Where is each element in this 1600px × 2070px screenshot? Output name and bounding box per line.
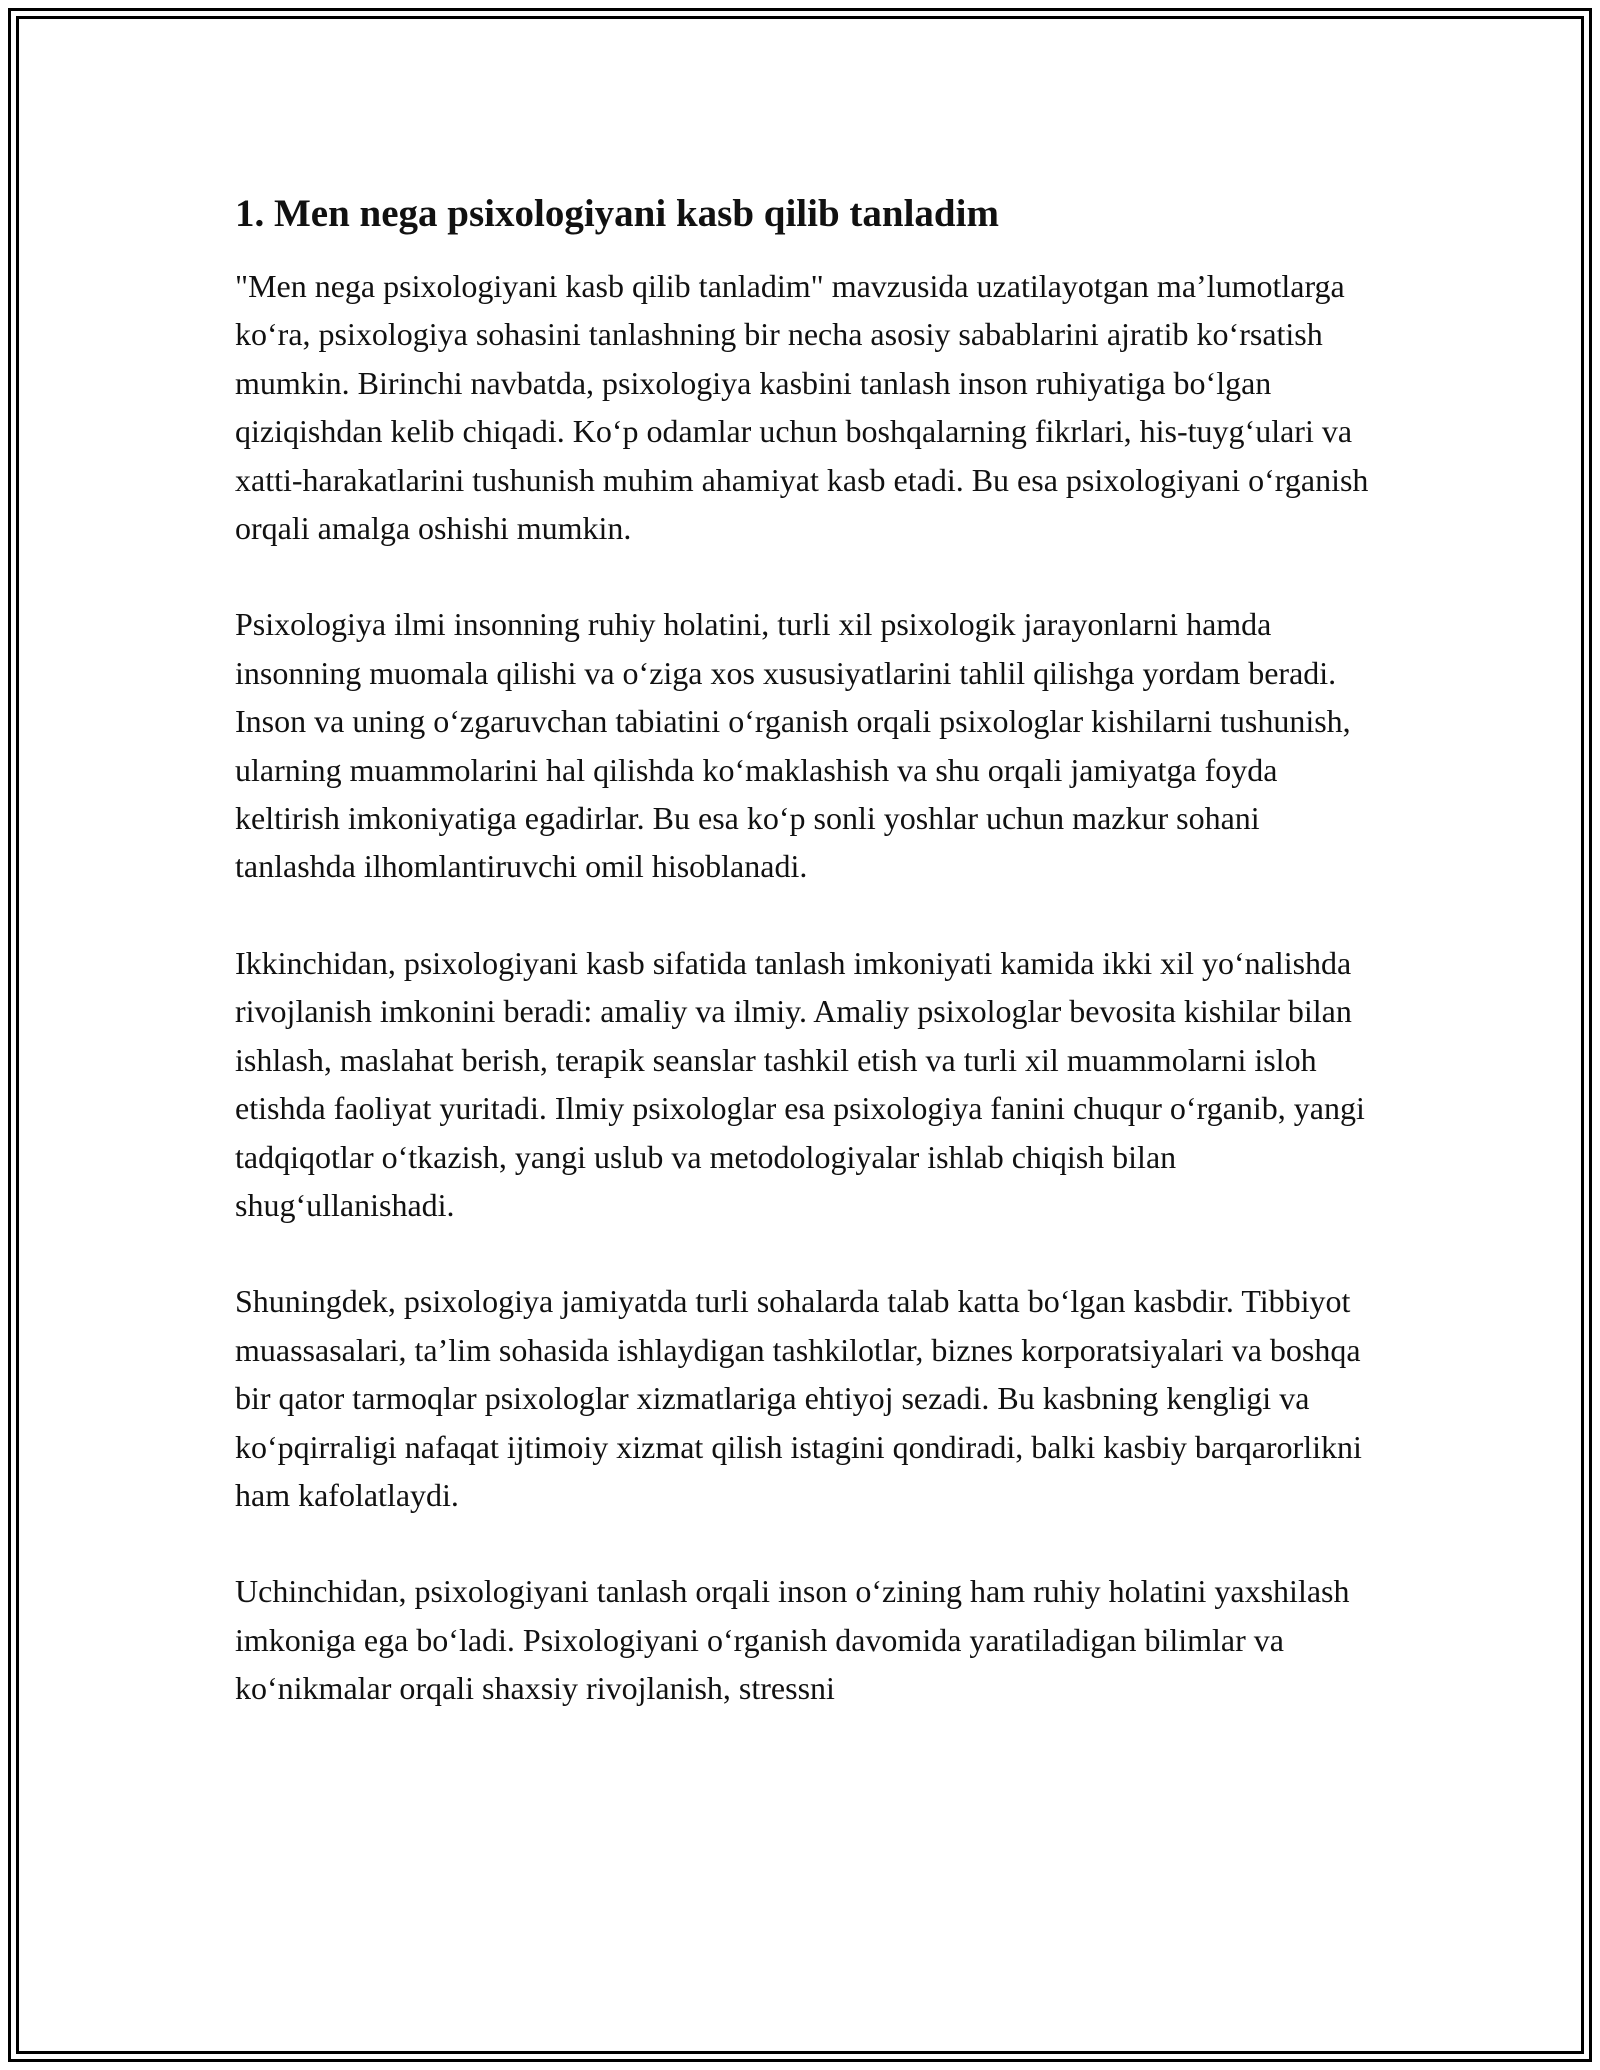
document-body [235,188,1375,1761]
document-title: 1. Men nega psixologiyani kasb qilib tanladim [235,192,999,235]
paragraph: Psixologiya ilmi insonning ruhiy holatini, turli xil psixologik jarayonlarni hamda insonning muomala qilishi va o‘ziga xos xususiyatlarini tahlil qilishga yordam beradi. Inson va uning o‘zgaruvchan tabiatini o‘rganish orqali psixologlar kishilarni tushunish, ularning muammolarini hal qilishda ko‘maklashish va shu orqali jamiyatga foyda keltirish imkoniyatiga egadirlar. Bu esa ko‘p sonli yoshlar uchun mazkur sohani tanlashda ilhomlantiruvchi omil hisoblanadi. [235,606,1351,885]
paragraph: "Men nega psixologiyani kasb qilib tanladim" mavzusida uzatilayotgan ma’lumotlarga ko‘ra, psixologiya sohasini tanlashning bir necha asosiy sabablarini ajratib ko‘rsatish mumkin. Birinchi navbatda, psixologiya kasbini tanlash inson ruhiyatiga bo‘lgan qiziqishdan kelib chiqadi. Ko‘p odamlar uchun boshqalarning fikrlari, his-tuyg‘ulari va xatti-harakatlarini tushunish muhim ahamiyat kasb etadi. Bu esa psixologiyani o‘rganish orqali amalga oshishi mumkin. [235,268,1369,547]
paragraph: Shuningdek, psixologiya jamiyatda turli sohalarda talab katta bo‘lgan kasbdir. Tibbiyot muassasalari, ta’lim sohasida ishlaydigan tashkilotlar, biznes korporatsiyalari va boshqa bir qator tarmoqlar psixologlar xizmatlariga ehtiyoj sezadi. Bu kasbning kengligi va ko‘pqirraligi nafaqat ijtimoiy xizmat qilish istagini qondiradi, balki kasbiy barqarorlikni ham kafolatlaydi. [235,1283,1362,1513]
paragraph: Ikkinchidan, psixologiyani kasb sifatida tanlash imkoniyati kamida ikki xil yo‘nalishda rivojlanish imkonini beradi: amaliy va ilmiy. Amaliy psixologlar bevosita kishilar bilan ishlash, maslahat berish, terapik seanslar tashkil etish va turli xil muammolarni isloh etishda faoliyat yuritadi. Ilmiy psixologlar esa psixologiya fanini chuqur o‘rganib, yangi tadqiqotlar o‘tkazish, yangi uslub va metodologiyalar ishlab chiqish bilan shug‘ullanishadi. [235,944,1365,1223]
paragraph: Uchinchidan, psixologiyani tanlash orqali inson o‘zining ham ruhiy holatini yaxshilash imkoniga ega bo‘ladi. Psixologiyani o‘rganish davomida yaratiladigan bilimlar va ko‘nikmalar orqali shaxsiy rivojlanish, stressni [235,1573,1350,1707]
